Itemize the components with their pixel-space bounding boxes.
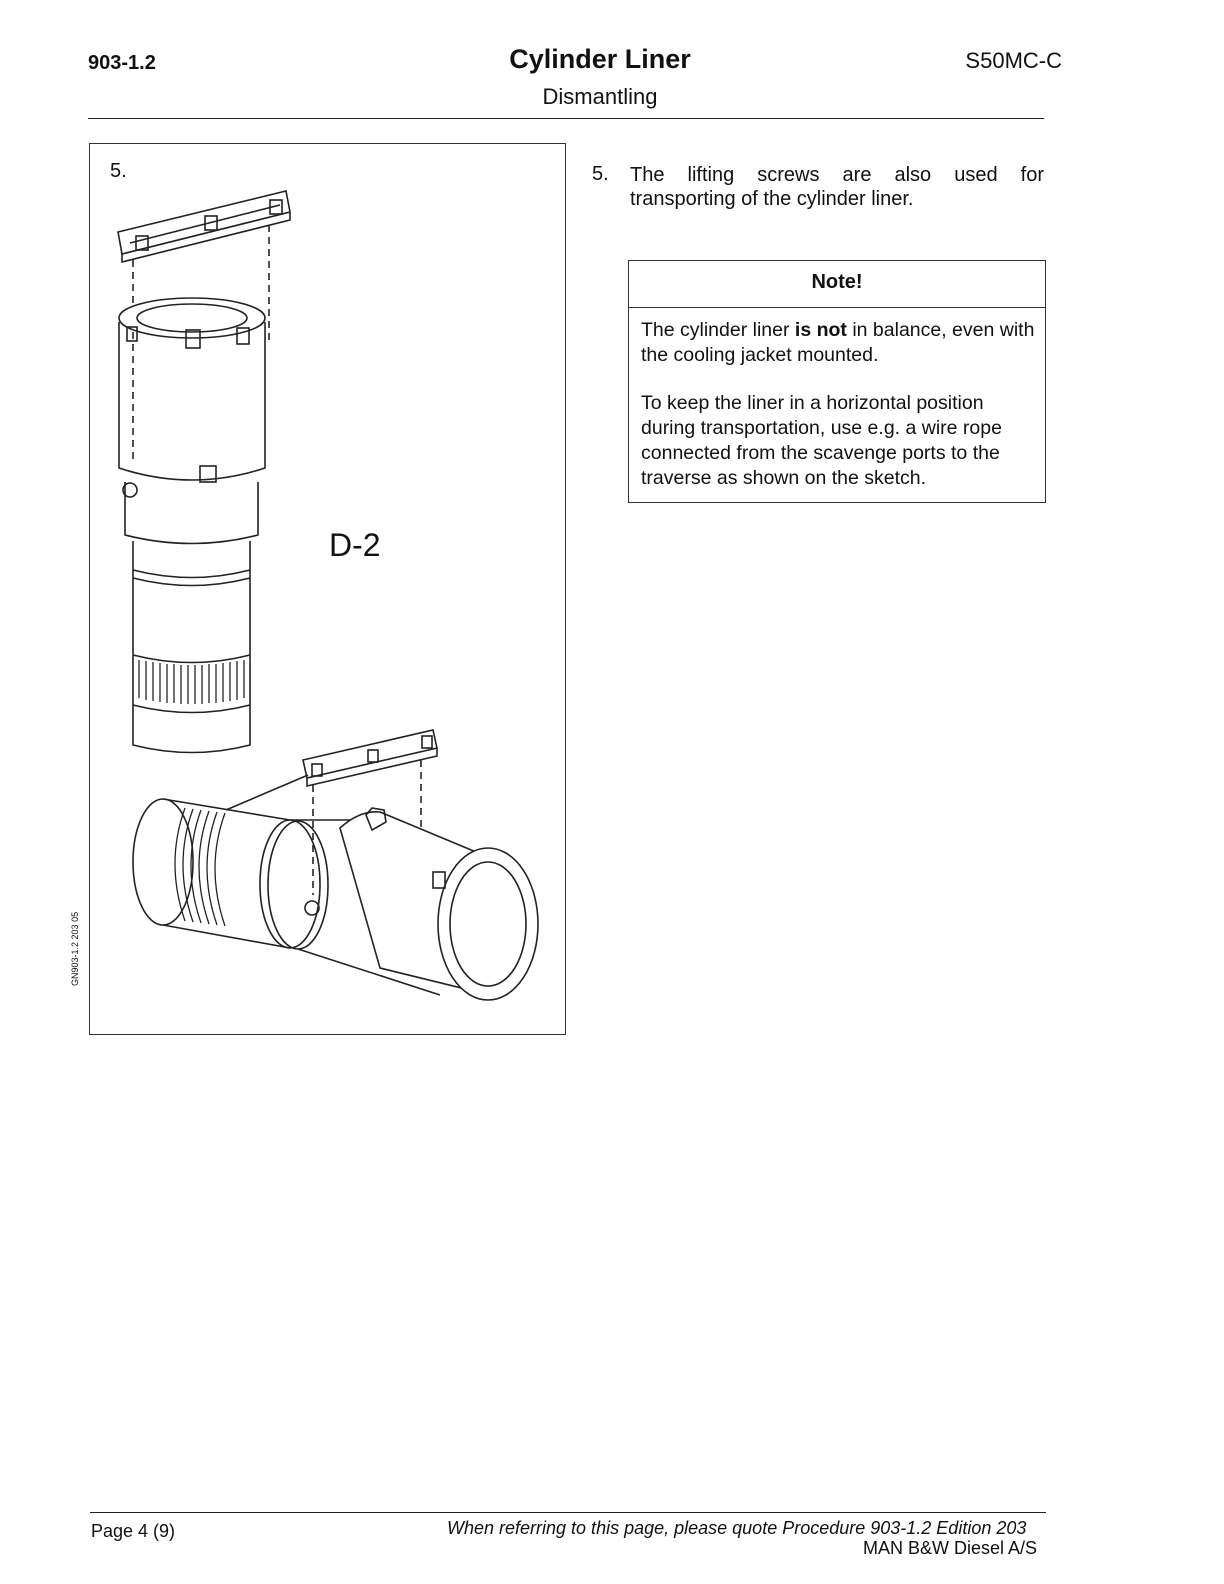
figure-code — [70, 886, 80, 986]
page-subtitle: Dismantling — [542, 84, 658, 109]
step-number: 5. — [592, 163, 609, 185]
cooling-jacket — [119, 298, 265, 497]
scavenge-ports — [139, 660, 244, 704]
page-title: Cylinder Liner — [509, 44, 691, 74]
header-divider — [88, 118, 1044, 119]
traverse-upper — [118, 191, 290, 262]
company-name: MAN B&W Diesel A/S — [863, 1538, 1038, 1558]
procedure-number: 903-1.2 — [88, 52, 156, 74]
note-paragraph-2: To keep the liner in a horizontal position during transportation, use e.g. a wire rope connected from the scavenge ports to the traverse as shown on the sketch. — [641, 392, 1002, 489]
note-text: in balance, even with the cooling jacket mounted. — [641, 319, 1035, 366]
figure-code-line: 203 05 — [70, 911, 80, 940]
footer-reference: When referring to this page, please quote Procedure 903-1.2 Edition 203 — [447, 1518, 1027, 1538]
note-emphasis: is not — [794, 319, 847, 341]
figure-label: D-2 — [329, 527, 381, 563]
traverse-lower — [303, 730, 437, 786]
engine-type: S50MC-C — [965, 48, 1062, 73]
liner-horizontal — [133, 799, 538, 1000]
step-text: The lifting screws are also used for transporting of the cylinder liner. — [630, 164, 1044, 210]
note-heading: Note! — [628, 260, 1046, 308]
note-text: The cylinder liner — [641, 319, 795, 341]
figure-code-line: GN903-1.2 — [70, 941, 80, 986]
figure-step-number: 5. — [110, 160, 127, 182]
cylinder-liner-drawing — [95, 175, 560, 1025]
wire-rope — [226, 775, 308, 810]
page-number: Page 4 (9) — [91, 1521, 176, 1541]
note-paragraph-1 — [641, 318, 1037, 368]
liner-body — [125, 482, 258, 753]
footer-divider — [90, 1512, 1046, 1513]
